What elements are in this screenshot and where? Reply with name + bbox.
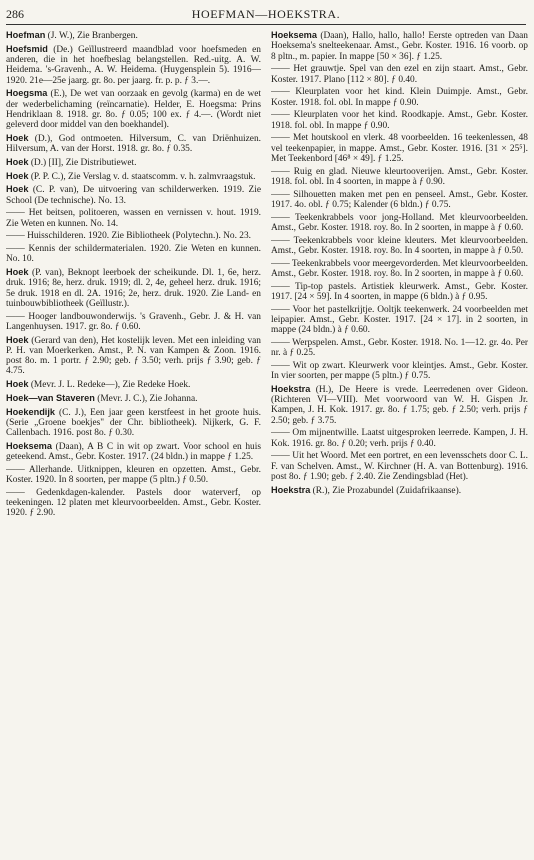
entry-text: —— Ruig en glad. Nieuwe kleurtooverijen. Amst., Gebr. Koster. 1918. fol. obl. In 4 soorten, in mappe à ƒ 0.90. bbox=[271, 166, 528, 187]
entry-headword: Hoekstra bbox=[271, 383, 311, 394]
entry-text: —— Huisschilderen. 1920. Zie Bibliotheek (Polytechn.). No. 23. bbox=[6, 231, 252, 242]
entry-text: —— Uit het Woord. Met een portret, en een levensschets door C. L. F. van Schelven. Amst., W. Kirchner (H. A. van Bottenburg). 1916. post 8o. ƒ 1.90; geb. ƒ 2.40. Zie Zendingsblad (Het). bbox=[271, 451, 528, 482]
bibliography-entry bbox=[6, 407, 261, 439]
entry-text: —— Kleurplaten voor het kind. Klein Duimpje. Amst., Gebr. Koster. 1918. fol. obl. In mappe ƒ 0.90. bbox=[271, 87, 528, 108]
entry-text: —— Teekenkrabbels voor meergevorderden. Met kleurvoorbeelden. Amst., Gebr. Koster. 1918. roy. 8o. In 2 soorten, in mappe à ƒ 0.60. bbox=[271, 258, 528, 279]
entry-text: —— Tip-top pastels. Artistiek kleurwerk. Amst., Gebr. Koster. 1917. [24 × 59]. In 4 soorten, in mappe (6 bldn.) à ƒ 0.95. bbox=[271, 281, 528, 302]
bibliography-entry bbox=[6, 88, 261, 130]
entry-headword: Hoek bbox=[6, 379, 29, 389]
entry-headword: Hoeksema bbox=[271, 30, 317, 40]
page-number: 286 bbox=[6, 7, 24, 21]
left-column bbox=[6, 30, 261, 856]
running-head: HOEFMAN—HOEKSTRA. bbox=[191, 7, 341, 21]
bibliography-entry bbox=[271, 167, 528, 188]
bibliography-entry bbox=[6, 393, 261, 404]
bibliography-entry bbox=[6, 465, 261, 486]
entry-text: —— Teekenkrabbels voor kleine kleuters. Met kleurvoorbeelden. Amst., Gebr. Koster. 1918. roy. 8o. In 4 soorten, in mappe à ƒ 0.50. bbox=[271, 235, 528, 256]
entry-text: (Mevr. J. L. Redeke—), Zie Redeke Hoek. bbox=[28, 380, 191, 390]
entry-text: (Daan), A B C in wit op zwart. Voor school en huis geteekend. Amst., Gebr. Koster. 1917. (24 bldn.) in mappe ƒ 1.25. bbox=[6, 441, 261, 462]
bibliography-entry bbox=[271, 236, 528, 257]
entry-headword: Hoek—van Staveren bbox=[6, 392, 95, 403]
bibliography-entry bbox=[6, 157, 261, 168]
entry-text: —— Wit op zwart. Kleurwerk voor kleintjes. Amst., Gebr. Koster. In vier soorten, per mappe (5 pltn.) ƒ 0.75. bbox=[271, 360, 528, 381]
bibliography-entry bbox=[271, 485, 528, 496]
bibliography-entry bbox=[6, 133, 261, 155]
entry-text: (De.) Geïllustreerd maandblad voor hoefsmeden en anderen, die in het hoefbeslag belangstellen. Red.-uitg. A. W. Heidema. 's-Gravenh., A. W. Heidema. (Huygensplein 5). 1916—1920. 21e—25e jaarg. gr. 8o. per jaarg. fr. p. p. ƒ 3.—. bbox=[6, 44, 261, 86]
entry-text: —— Om mijnentwille. Laatst uitgesproken leerrede. Kampen, J. H. Kok. 1916. gr. 8o. ƒ 0.20; verh. prijs ƒ 0.40. bbox=[271, 428, 528, 449]
entry-headword: Hoekstra bbox=[271, 484, 311, 495]
entry-text: —— Gedenkdagen-kalender. Pastels door waterverf, op teekeningen. 12 platen met kleurvoorbeelden. Amst., Gebr. Koster. 1920. ƒ 2.90. bbox=[6, 487, 261, 519]
bibliography-entry bbox=[271, 133, 528, 164]
bibliography-entry bbox=[6, 244, 261, 265]
bibliography-entry bbox=[6, 184, 261, 206]
bibliography-entry bbox=[6, 488, 261, 519]
entry-headword: Hoefsmid bbox=[6, 43, 48, 54]
entry-text: (Gerard van den), Het kostelijk leven. Met een inleiding van P. H. van Moerkerken. Amst., P. N. van Kampen & Zoon. 1916. post 8o. m. 1 portr. ƒ 2.90; geb. ƒ 3.50; verh. prijs ƒ 3.90; geb. ƒ 4.75. bbox=[6, 335, 261, 377]
entry-text: (D.), God ontmoeten. Hilversum, C. van Driënhuizen. Hilversum, A. van der Horst. 1918. gr. 8o. ƒ 0.35. bbox=[6, 133, 261, 154]
entry-text: —— Met houtskool en vlerk. 48 voorbeelden. 16 teekenlessen, 48 vel teekenpapier, in mappe. Amst., Gebr. Koster. 1916. [31 × 25⁵]. Met Teekenbord [46⁸ × 49]. ƒ 1.25. bbox=[271, 133, 528, 164]
entry-text: —— Hooger landbouwonderwijs. 's Gravenh., Gebr. J. & H. van Langenhuysen. 1917. gr. 8o. ƒ 0.60. bbox=[6, 311, 261, 332]
entry-text: —— Voor het pastelkrijtje. Ooltjk teekenwerk. 24 voorbeelden met leipapier. Amst., Gebr. Koster. 1917. [24 × 17]. in 2 soorten, in mappe (24 bldn.) à ƒ 0.60. bbox=[271, 304, 528, 335]
entry-headword: Hoek bbox=[6, 184, 29, 195]
entry-text: (P. P. C.), Zie Verslag v. d. staatscomm. v. h. zalmvraagstuk. bbox=[28, 171, 256, 182]
bibliography-entry bbox=[6, 231, 261, 241]
bibliography-entry bbox=[271, 338, 528, 359]
entry-headword: Hoegsma bbox=[6, 88, 48, 99]
bibliography-entry bbox=[271, 213, 528, 234]
entry-headword: Hoefman bbox=[6, 30, 46, 40]
bibliography-entry bbox=[6, 379, 261, 390]
bibliography-entry bbox=[6, 44, 261, 86]
entry-headword: Hoek bbox=[6, 334, 29, 345]
bibliography-entry bbox=[271, 259, 528, 280]
entry-text: (R.), Zie Prozabundel (Zuidafrikaanse). bbox=[310, 485, 462, 496]
entry-text: (H.), De Heere is vrede. Leerredenen over Gideon. (Richteren VI—VIII). Met voorwoord van W. H. Gispen Jr. Kampen, J. H. Kok. 1917. gr. 8o. ƒ 1.75; geb. ƒ 2.50; verh. prijs ƒ 2.50; geb. ƒ 3.75. bbox=[271, 384, 528, 426]
bibliography-entry bbox=[271, 384, 528, 426]
bibliography-entry bbox=[271, 428, 528, 449]
bibliography-entry bbox=[271, 87, 528, 108]
bibliography-entry bbox=[271, 305, 528, 336]
bibliography-entry bbox=[271, 190, 528, 211]
entry-text: —— Werpspelen. Amst., Gebr. Koster. 1918. No. 1—12. gr. 4o. Per nr. à ƒ 0.25. bbox=[271, 337, 528, 358]
entry-headword: Hoekendijk bbox=[6, 406, 56, 417]
entry-text: —— Het beitsen, politoeren, wassen en vernissen v. hout. 1919. Zie Weten en kunnen. No. 14. bbox=[6, 208, 261, 229]
page-header bbox=[6, 4, 526, 25]
bibliography-entry bbox=[6, 171, 261, 182]
entry-text: —— Allerhande. Uitknippen, kleuren en opzetten. Amst., Gebr. Koster. 1920. In 8 soorten, per mappe (5 pltn.) ƒ 0.50. bbox=[6, 464, 261, 485]
entry-headword: Hoek bbox=[6, 267, 29, 277]
entry-text: —— Kleurplaten voor het kind. Roodkapje. Amst., Gebr. Koster. 1918. fol. obl. In mappe ƒ 0.90. bbox=[271, 110, 528, 131]
right-column bbox=[271, 30, 528, 856]
bibliography-entry bbox=[6, 208, 261, 229]
entry-text: (P. van), Beknopt leerboek der scheikunde. Dl. 1, 6e, herz. druk. 1916; 8e, herz. druk. 1919; dl. 2, 4e, geheel herz. druk. 1916; 5e druk. 1918 en dl. 2A. 1916; 2e, herz. druk. 1920. Zie Land- en tuinbouwbibliotheek (Geïllustr.). bbox=[6, 268, 261, 309]
bibliography-entry bbox=[271, 361, 528, 382]
bibliography-entry bbox=[6, 335, 261, 377]
bibliography-entry bbox=[271, 110, 528, 131]
entry-text: (Daan), Hallo, hallo, hallo! Eerste optreden van Daan Hoeksema's snelteekenaar. Amst., Gebr. Koster. 1916. 16 voorb. op 8 pltn., m. papier. In mappe [50 × 36]. ƒ 1.25. bbox=[271, 31, 528, 62]
bibliography-entry bbox=[271, 282, 528, 303]
entry-headword: Hoeksema bbox=[6, 440, 52, 451]
entry-text: (E.), De wet van oorzaak en gevolg (karma) en de wet der wederbelichaming (reïncarnatie). Helder, E. Hoegsma: Prins Hendriklaan 8. 1918. gr. 8o. ƒ 0.05; 100 ex. ƒ 4.—. (Wordt niet geleverd door middel van den boekhandel). bbox=[6, 89, 261, 130]
entry-text: —— Teekenkrabbels voor jong-Holland. Met kleurvoorbeelden. Amst., Gebr. Koster. 1918. roy. 8o. In 2 soorten, in mappe à ƒ 0.60. bbox=[271, 212, 528, 233]
bibliography-entry bbox=[6, 312, 261, 333]
bibliography-entry bbox=[271, 64, 528, 85]
entry-text: (J. W.), Zie Branbergen. bbox=[45, 31, 138, 41]
entry-text: (C. J.), Een jaar geen kerstfeest in het groote huis. (Serie „Groene boekjes" der Chr. bibliotheek). Nijkerk, G. F. Callenbach. 1916. post 8o. ƒ 0.30. bbox=[6, 407, 261, 438]
entry-text: (C. P. van), De uitvoering van schilderwerken. 1919. Zie School (De technische). No. 13. bbox=[6, 185, 261, 206]
entry-text: (D.) [II], Zie Distributiewet. bbox=[28, 157, 137, 168]
entry-text: (Mevr. J. C.), Zie Johanna. bbox=[94, 393, 198, 404]
entry-text: —— Kennis der schildermaterialen. 1920. Zie Weten en kunnen. No. 10. bbox=[6, 244, 261, 265]
bibliography-entry bbox=[271, 451, 528, 482]
entry-text: —— Silhouetten maken met pen en penseel. Amst., Gebr. Koster. 1917. 4o. obl. ƒ 0.75; Kalender (6 bldn.) ƒ 0.75. bbox=[271, 189, 528, 210]
bibliography-entry bbox=[6, 441, 261, 463]
bibliography-entry bbox=[271, 30, 528, 62]
entry-headword: Hoek bbox=[6, 170, 29, 181]
bibliography-entry bbox=[6, 30, 261, 41]
entry-text: —— Het grauwtje. Spel van den ezel en zijn staart. Amst., Gebr. Koster. 1917. Plano [112 × 80]. ƒ 0.40. bbox=[271, 64, 528, 85]
bibliography-entry bbox=[6, 267, 261, 309]
entry-headword: Hoek bbox=[6, 156, 29, 167]
entry-headword: Hoek bbox=[6, 132, 29, 143]
